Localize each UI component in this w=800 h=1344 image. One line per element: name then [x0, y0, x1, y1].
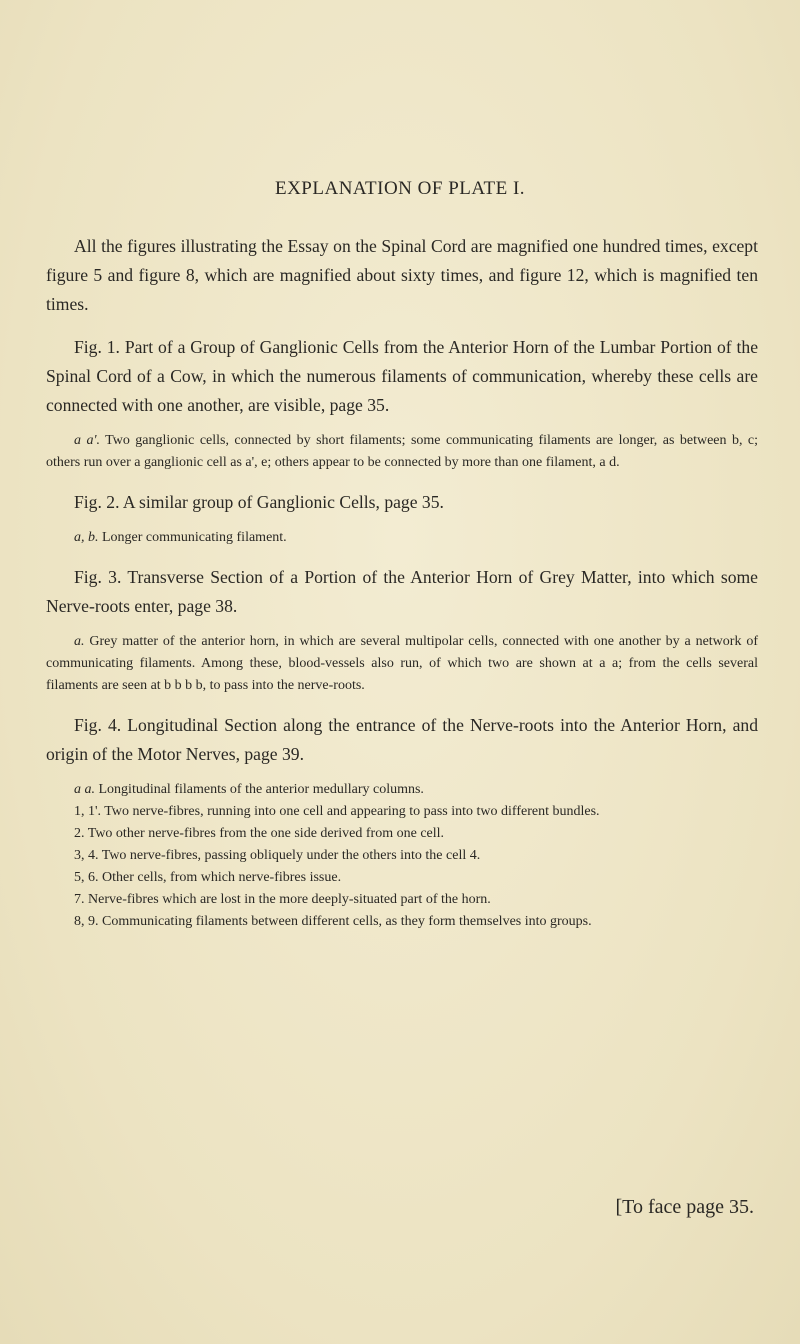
explanation-body [46, 232, 758, 933]
list-item [46, 889, 758, 911]
item-label: 3, 4. [74, 848, 99, 863]
item-text: Two nerve-fibres, passing obliquely under the others into the cell 4. [98, 848, 481, 863]
item-text: Two other nerve-fibres from the one side derived from one cell. [84, 826, 445, 841]
list-item [46, 845, 758, 867]
figure-heading: Fig. 1. Part of a Group of Ganglionic Cells from the Anterior Horn of the Lumbar Portion of the Spinal Cord of a Cow, in which the numerous filaments of communication, whereby these cells are connected with one another, are visible, page 35. [46, 337, 758, 415]
figure-1-entry [46, 333, 758, 474]
figure-note [46, 631, 758, 697]
item-text: Nerve-fibres which are lost in the more deeply-situated part of the horn. [84, 892, 491, 907]
figure-4-legend [46, 779, 758, 933]
figure-note [46, 430, 758, 474]
item-label: a a. [74, 782, 95, 797]
item-label: 5, 6. [74, 870, 99, 885]
note-text: Longer communicating filament. [98, 530, 287, 545]
figure-heading: Fig. 3. Transverse Section of a Portion of the Anterior Horn of Grey Matter, into which some Nerve-roots enter, page 38. [46, 567, 758, 616]
list-item [46, 823, 758, 845]
figure-note [46, 527, 758, 549]
note-label: a a'. [74, 433, 100, 448]
list-item [46, 779, 758, 801]
item-text: Other cells, from which nerve-fibres issue. [98, 870, 342, 885]
figure-4-entry [46, 711, 758, 933]
figure-heading: Fig. 4. Longitudinal Section along the entrance of the Nerve-roots into the Anterior Horn, and origin of the Motor Nerves, page 39. [46, 715, 758, 764]
note-text: Grey matter of the anterior horn, in which are several multipolar cells, connected with one another by a network of communicating filaments. Among these, blood-vessels also run, of which two are shown at a a; from the cells several filaments are seen at b b b b, to pass into the nerve-roots. [46, 634, 758, 693]
item-label: 7. [74, 892, 85, 907]
facing-page-note: [To face page 35. [615, 1196, 754, 1218]
note-text: Two ganglionic cells, connected by short filaments; some communicating filaments are longer, as between b, c; others run over a ganglionic cell as a', e; others appear to be connected by more than one filament, a d. [46, 433, 758, 470]
list-item [46, 867, 758, 889]
note-label: a. [74, 634, 85, 649]
list-item [46, 911, 758, 933]
item-label: 2. [74, 826, 85, 841]
item-label: 1, 1'. [74, 804, 102, 819]
item-text: Communicating filaments between different cells, as they form themselves into groups. [98, 914, 592, 929]
note-label: a, b. [74, 530, 99, 545]
list-item [46, 801, 758, 823]
item-text: Two nerve-fibres, running into one cell and appearing to pass into two different bundles. [101, 804, 600, 819]
item-text: Longitudinal filaments of the anterior medullary columns. [95, 782, 424, 797]
figure-2-entry [46, 488, 758, 549]
page-title: EXPLANATION OF PLATE I. [274, 178, 526, 199]
item-label: 8, 9. [74, 914, 99, 929]
figure-3-entry [46, 563, 758, 697]
intro-paragraph: All the figures illustrating the Essay on the Spinal Cord are magnified one hundred times, except figure 5 and figure 8, which are magnified about sixty times, and figure 12, which is magnified ten times. [46, 236, 758, 314]
figure-heading: Fig. 2. A similar group of Ganglionic Cells, page 35. [74, 492, 444, 512]
